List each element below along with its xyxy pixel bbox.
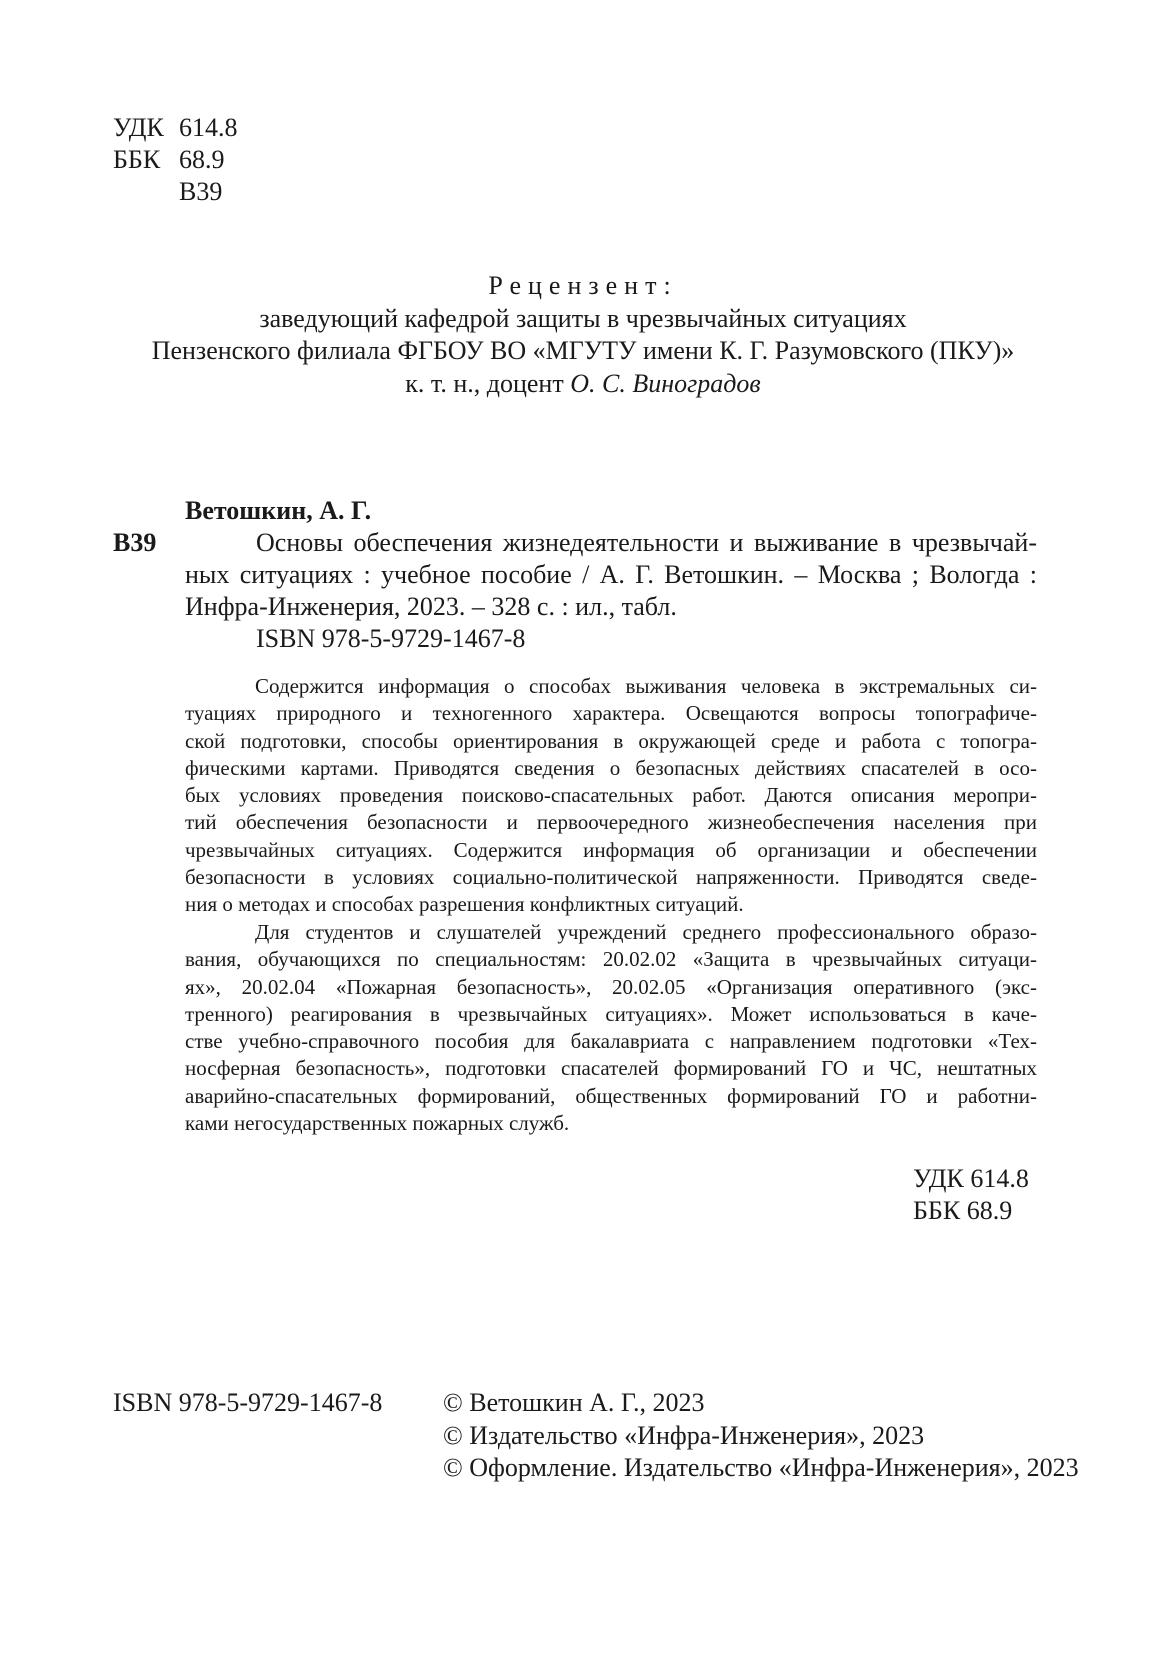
reviewer-position: заведующий кафедрой защиты в чрезвычайных ситуациях bbox=[259, 303, 907, 333]
copyright-line: © Ветошкин А. Г., 2023 bbox=[443, 1388, 705, 1417]
abstract-line: ской подготовки, способы ориентирования в окружающей среде и работа с топогра- bbox=[185, 728, 1037, 753]
audience-paragraph bbox=[185, 919, 1037, 1137]
abstract-line: фическими картами. Приводятся сведения о безопасных действиях спасателей в осо- bbox=[185, 755, 1037, 780]
audience-line: вания, обучающихся по специальностям: 20.02.02 «Защита в чрезвычайных ситуаци- bbox=[185, 947, 1037, 972]
bbk-label: ББК bbox=[113, 145, 161, 174]
udk-label: УДК bbox=[113, 113, 164, 142]
audience-line: ях», 20.02.04 «Пожарная безопасность», 20.02.05 «Организация оперативного (экс- bbox=[185, 974, 1037, 999]
audience-line: носферная безопасность», подготовки спасателей формирований ГО и ЧС, нештатных bbox=[185, 1056, 1037, 1081]
abstract-line: бых условиях проведения поисково-спасательных работ. Даются описания меропри- bbox=[185, 783, 1037, 808]
reviewer-heading: Рецензент: bbox=[488, 271, 678, 300]
bib-line: ных ситуациях : учебное пособие / А. Г. Ветошкин. – Москва ; Вологда : bbox=[185, 560, 1037, 589]
copyright-line: © Оформление. Издательство «Инфра-Инженерия», 2023 bbox=[443, 1453, 1079, 1482]
author-code: В39 bbox=[179, 177, 223, 206]
audience-line: стве учебно-справочного пособия для бакалавриата с направлением подготовки «Тех- bbox=[185, 1029, 1037, 1054]
abstract-line: ния о методах и способах разрешения конфликтных ситуаций. bbox=[185, 892, 744, 917]
reviewer-block bbox=[0, 270, 1166, 400]
bbk-bottom: ББК 68.9 bbox=[913, 1196, 1013, 1225]
abstract-line: безопасности в условиях социально-политической напряженности. Приводятся сведе- bbox=[185, 865, 1037, 890]
abstract-paragraph bbox=[185, 673, 1037, 919]
reviewer-affiliation: Пензенского филиала ФГБОУ ВО «МГУТУ имени К. Г. Разумовского (ПКУ)» bbox=[151, 336, 1015, 365]
udk-row bbox=[113, 112, 238, 144]
classification-bottom bbox=[913, 1163, 1029, 1227]
author-code-row bbox=[113, 176, 238, 208]
copyright-line: © Издательство «Инфра-Инженерия», 2023 bbox=[443, 1420, 925, 1450]
classification-block bbox=[113, 112, 238, 208]
bibliographic-description bbox=[185, 527, 1037, 623]
audience-line: аварийно-спасательных формирований, общественных формирований ГО и работни- bbox=[185, 1083, 1037, 1108]
audience-line: тренного) реагирования в чрезвычайных ситуациях». Может использоваться в каче- bbox=[185, 1001, 1037, 1026]
isbn-bottom: ISBN 978-5-9729-1467-8 bbox=[113, 1388, 383, 1417]
isbn: ISBN 978-5-9729-1467-8 bbox=[256, 624, 526, 653]
bbk-row bbox=[113, 144, 238, 176]
bib-line: Основы обеспечения жизнедеятельности и выживание в чрезвычай- bbox=[256, 528, 1037, 557]
udk-bottom: УДК 614.8 bbox=[913, 1164, 1029, 1193]
audience-line: ками негосударственных пожарных служб. bbox=[185, 1111, 570, 1136]
abstract-line: туациях природного и техногенного характера. Освещаются вопросы топографиче- bbox=[185, 701, 1037, 726]
bbk-value: 68.9 bbox=[179, 145, 225, 174]
abstract-line: тий обеспечения безопасности и первоочередного жизнеобеспечения населения при bbox=[185, 810, 1037, 835]
reviewer-credentials bbox=[0, 368, 1166, 401]
copyright-block bbox=[443, 1387, 1079, 1485]
udk-value: 614.8 bbox=[179, 113, 238, 142]
bib-line: Инфра-Инженерия, 2023. – 328 с. : ил., табл. bbox=[185, 592, 677, 621]
book-author: Ветошкин, А. Г. bbox=[185, 496, 372, 525]
abstract-line: Содержится информация о способах выживания человека в экстремальных си- bbox=[255, 674, 1037, 698]
bibliographic-code: В39 bbox=[113, 528, 157, 557]
reviewer-name: О. С. Виноградов bbox=[570, 368, 761, 398]
reviewer-degree: к. т. н., доцент bbox=[405, 368, 564, 398]
abstract-line: чрезвычайных ситуациях. Содержится информация об организации и обеспечении bbox=[185, 837, 1037, 862]
audience-line: Для студентов и слушателей учреждений среднего профессионального образо- bbox=[255, 920, 1037, 944]
